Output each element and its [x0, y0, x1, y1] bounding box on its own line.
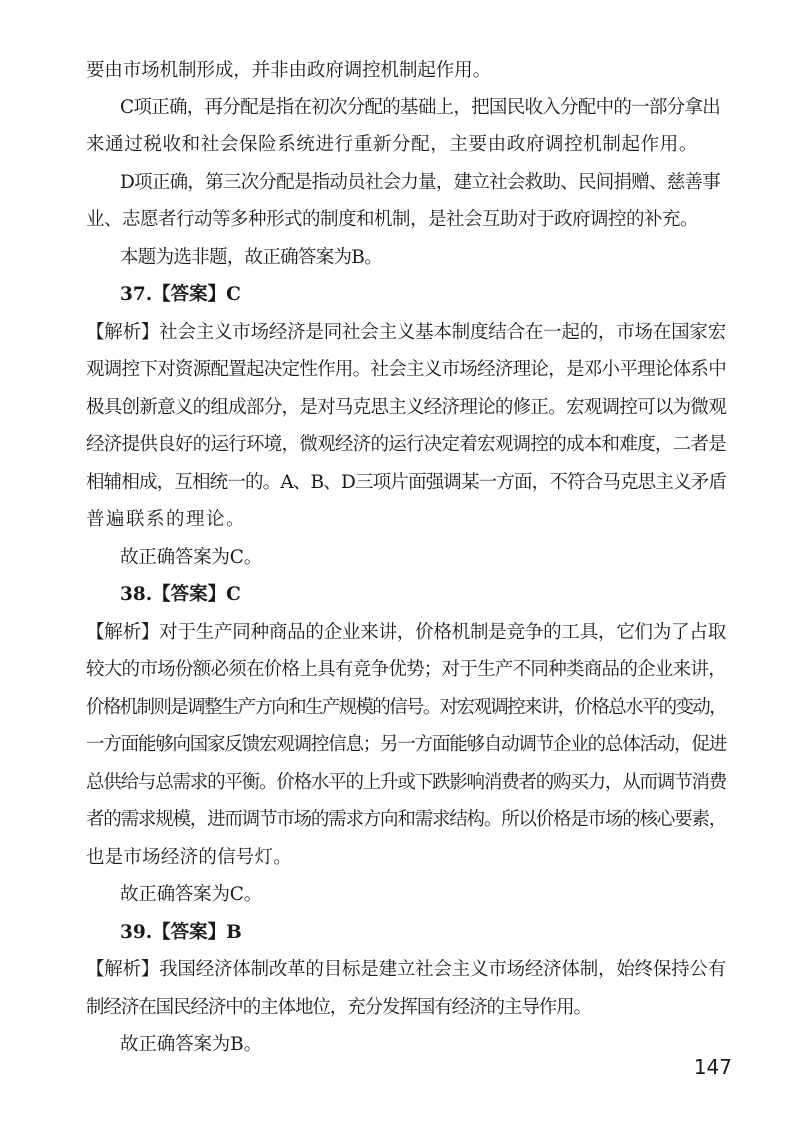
text-line: 本题为选非题，故正确答案为B。 [120, 247, 382, 268]
text-line: 【解析】对于生产同种商品的企业来讲，价格机制是竞争的工具，它们为了占取 [86, 622, 726, 643]
text-line: 也是市场经济的信号灯。 [86, 847, 292, 868]
text-line: D项正确，第三次分配是指动员社会力量，建立社会救助、民间捐赠、慈善事 [120, 172, 720, 193]
text-line: 者的需求规模，进而调节市场的需求方向和需求结构。所以价格是市场的核心要素， [86, 809, 726, 830]
text-line: 来通过税收和社会保险系统进行重新分配，主要由政府调控机制起作用。 [86, 134, 698, 155]
text-line: C项正确，再分配是指在初次分配的基础上，把国民收入分配中的一部分拿出 [120, 97, 720, 118]
text-line: 业、志愿者行动等多种形式的制度和机制，是社会互助对于政府调控的补充。 [86, 209, 698, 230]
text-line: 【解析】社会主义市场经济是同社会主义基本制度结合在一起的，市场在国家宏 [86, 322, 726, 343]
text-line: 【解析】我国经济体制改革的目标是建立社会主义市场经济体制，始终保持公有 [86, 959, 726, 980]
answer-heading-39: 39.【答案】B [120, 922, 242, 943]
answer-heading-38: 38.【答案】C [120, 584, 241, 605]
text-line: 故正确答案为B。 [120, 1034, 262, 1055]
text-line: 要由市场机制形成，并非由政府调控机制起作用。 [86, 60, 491, 81]
text-line: 较大的市场份额必须在价格上具有竞争优势；对于生产不同种类商品的企业来讲， [86, 659, 726, 680]
text-line: 普遍联系的理论。 [86, 509, 246, 530]
text-line: 相辅相成，互相统一的。A、B、D三项片面强调某一方面，不符合马克思主义矛盾 [86, 472, 726, 493]
text-line: 观调控下对资源配置起决定性作用。社会主义市场经济理论，是邓小平理论体系中 [86, 359, 726, 380]
answer-heading-37: 37.【答案】C [120, 284, 241, 305]
text-line: 故正确答案为C。 [120, 547, 262, 568]
text-line: 制经济在国民经济中的主体地位，充分发挥国有经济的主导作用。 [86, 997, 591, 1018]
text-line: 经济提供良好的运行环境，微观经济的运行决定着宏观调控的成本和难度，二者是 [86, 434, 726, 455]
text-line: 总供给与总需求的平衡。价格水平的上升或下跌影响消费者的购买力，从而调节消费 [86, 772, 726, 793]
text-line: 极具创新意义的组成部分，是对马克思主义经济理论的修正。宏观调控可以为微观 [86, 397, 726, 418]
page-number: 147 [693, 1055, 732, 1079]
text-line: 价格机制则是调整生产方向和生产规模的信号。对宏观调控来讲，价格总水平的变动， [86, 697, 726, 718]
text-line: 故正确答案为C。 [120, 884, 262, 905]
text-line: 一方面能够向国家反馈宏观调控信息；另一方面能够自动调节企业的总体活动，促进 [86, 734, 726, 755]
